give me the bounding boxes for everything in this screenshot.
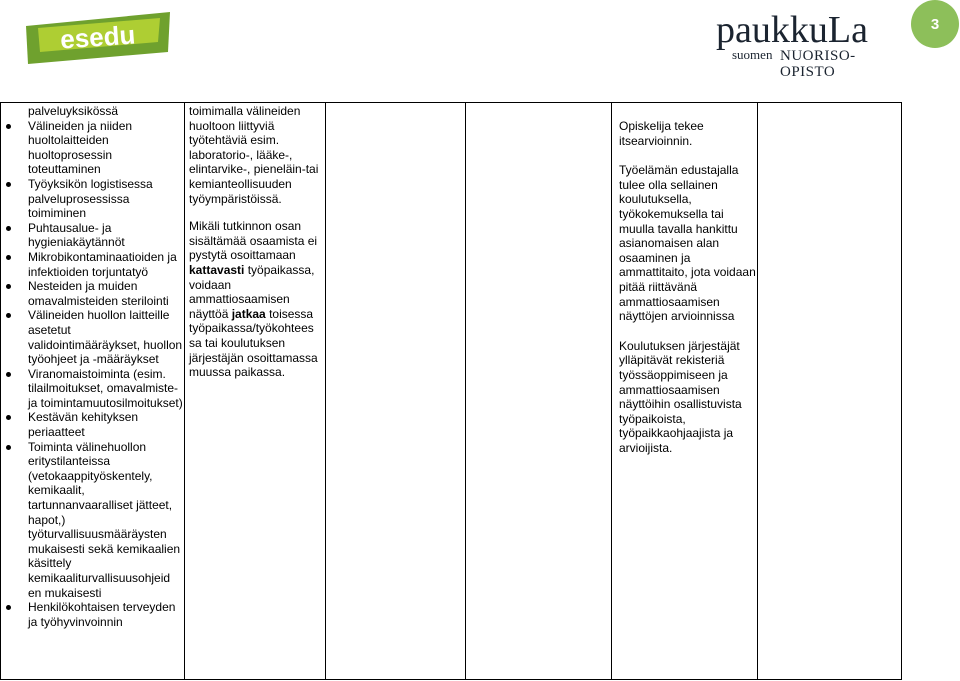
table-bottom-border (0, 679, 902, 680)
list-item-text: Työyksikön logistisessa palveluprosessissa toimiminen (28, 176, 153, 221)
assessment-paragraph-2: Työelämän edustajalla tulee olla sellainen koulutuksella, työkokemuksella tai muulla tavalla hankittu asianomaisen alan osaaminen ja ammattitaito, jota voidaan pitää riittävänä ammattiosaamisen näyttöjen arvioinnissa (619, 163, 756, 324)
list-item (8, 279, 184, 308)
table-left-border (0, 102, 1, 680)
table-col-divider (184, 102, 185, 680)
table-cell-content-demonstration (189, 104, 329, 380)
list-item (8, 308, 184, 366)
bullet-icon (6, 372, 11, 377)
list-item (8, 440, 184, 601)
list-item-text: Kestävän kehityksen periaatteet (28, 410, 139, 440)
table-cell-content-topics (8, 104, 184, 629)
table-right-border (901, 102, 902, 680)
bullet-icon (6, 284, 11, 289)
list-item-text: Mikrobikontaminaatioiden ja infektioiden torjuntatyö (28, 249, 177, 279)
list-item-text: Toiminta välinehuollon eritystilanteissa (vetokaappityöskentely, kemikaalit, tartunnanvaaralliset jätteet, hapot,) työturvallisuusmääräysten mukaisesti sekä kemikaalien käsittely kemikaaliturvallisuusohjeid en mukaisesti (28, 439, 181, 600)
topic-list (8, 119, 184, 630)
table-col-divider (465, 102, 466, 680)
paukkula-logo-sub-nuoriso: NUORISO-OPISTO (780, 48, 856, 80)
bullet-icon (6, 124, 11, 129)
bullet-icon (6, 226, 11, 231)
table-top-border (0, 102, 902, 103)
list-item (8, 600, 184, 629)
demonstration-text: toisessa työpaikassa/työkohtees sa tai koulutuksen järjestäjän osoittamassa muussa paikassa. (189, 306, 318, 380)
list-item (8, 221, 184, 250)
bullet-icon (6, 182, 11, 187)
table-col-divider (757, 102, 758, 680)
demonstration-paragraph-2 (189, 219, 329, 380)
list-item (8, 250, 184, 279)
demonstration-text: Mikäli tutkinnon osan sisältämää osaamista ei pystytä osoittamaan (189, 219, 318, 263)
paukkula-logo-main: paukkuLa (716, 9, 868, 51)
bullet-icon (6, 445, 11, 450)
assessment-paragraph-1: Opiskelija tekee itsearvioinnin. (619, 119, 704, 148)
bullet-icon (6, 415, 11, 420)
esedu-logo-text: esedu (59, 19, 137, 55)
demonstration-text: työpaikassa, voidaan ammattiosaamisen näyttöä (189, 262, 315, 321)
table-cell-content-assessment (619, 119, 757, 455)
demonstration-paragraph-1: toimimalla välineiden huoltoon liittyviä työtehtäviä esim. laboratorio-, lääke-, elintarvike-, pieneläin-tai kemianteollisuuden työympäristöissä. (189, 104, 319, 206)
assessment-paragraph-3: Koulutuksen järjestäjät ylläpitävät rekisteriä työssäoppimiseen ja ammattiosaamisen näyttöihin osallistuvista työpaikoista, työpaikkaohjaajista ja arvioijista. (619, 338, 742, 455)
page-number-badge: 3 (911, 0, 959, 48)
list-item-text: Viranomaistoiminta (esim. tilailmoitukset, omavalmiste- ja toimintamuutosilmoitukset) (28, 366, 183, 410)
list-item-text: Puhtausalue- ja hygieniakäytännöt (28, 220, 125, 250)
list-item (8, 119, 184, 177)
demonstration-emphasis: jatkaa (231, 306, 266, 321)
topic-lead-text: palveluyksikössä (28, 104, 119, 118)
list-item-text: Välineiden ja niiden huoltolaitteiden huoltoprosessin toteuttaminen (28, 118, 133, 177)
bullet-icon (6, 313, 11, 318)
list-item (8, 177, 184, 221)
bullet-icon (6, 605, 11, 610)
list-item (8, 410, 184, 439)
demonstration-emphasis: kattavasti (189, 262, 245, 277)
paukkula-logo-sub-suomen: suomen (732, 47, 773, 62)
table-col-divider (611, 102, 612, 680)
list-item-text: Välineiden huollon laitteille asetetut validointimääräykset, huollon työohjeet ja -määräykset (28, 308, 183, 367)
list-item-text: Nesteiden ja muiden omavalmisteiden sterilointi (28, 279, 169, 308)
bullet-icon (6, 255, 11, 260)
list-item (8, 367, 184, 411)
list-item-text: Henkilökohtaisen terveyden ja työhyvinvoinnin (28, 600, 176, 629)
